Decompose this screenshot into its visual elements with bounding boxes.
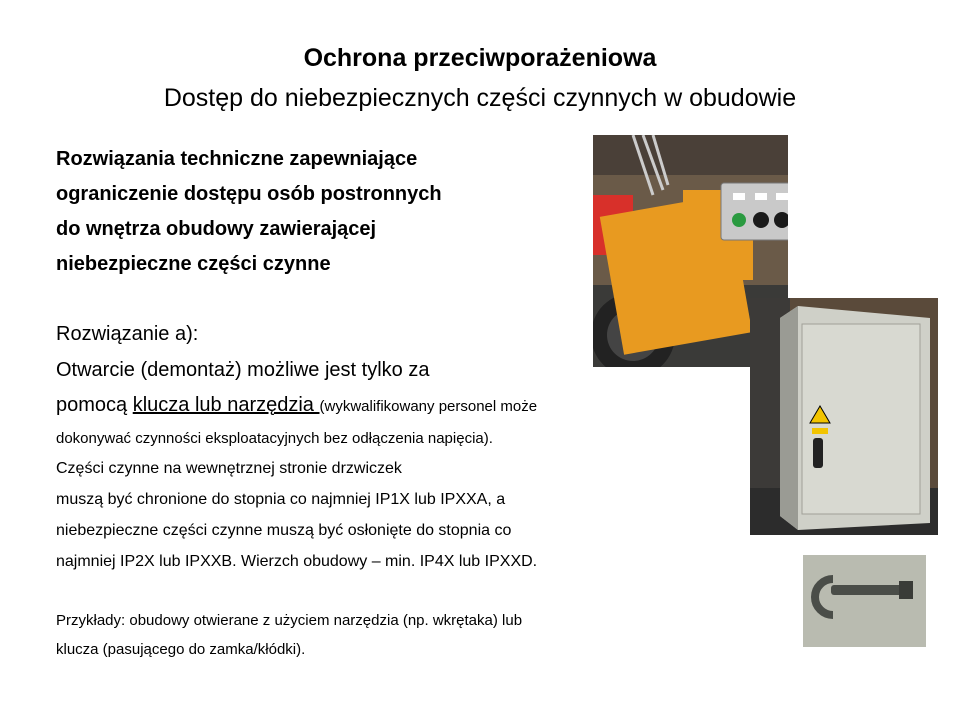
- body-line-3: dokonywać czynności eksploatacyjnych bez odłączenia napięcia).: [56, 430, 493, 447]
- body-line-4: Części czynne na wewnętrznej stronie drzwiczek: [56, 460, 402, 477]
- key-photo: [803, 555, 926, 647]
- slide-title: Ochrona przeciwporażeniowa: [303, 44, 657, 72]
- body-line-6: niebezpieczne części czynne muszą być osłonięte do stopnia co: [56, 522, 512, 539]
- body-line-7: najmniej IP2X lub IPXXB. Wierzch obudowy – min. IP4X lub IPXXD.: [56, 553, 538, 570]
- heading-line-3: do wnętrza obudowy zawierającej: [56, 218, 377, 240]
- body-line-2-pre: pomocą: [56, 394, 133, 416]
- body-line-1: Otwarcie (demontaż) możliwe jest tylko za: [56, 359, 430, 381]
- heading-line-2: ograniczenie dostępu osób postronnych: [56, 183, 442, 205]
- cabinet-photo: [750, 298, 938, 535]
- heading-line-1: Rozwiązania techniczne zapewniające: [56, 148, 418, 170]
- examples-line-2: klucza (pasującego do zamka/kłódki).: [56, 641, 306, 658]
- body-line-2-note: (wykwalifikowany personel może: [319, 398, 538, 415]
- body-line-5: muszą być chronione do stopnia co najmniej IP1X lub IPXXA, a: [56, 491, 506, 508]
- body-line-2: [56, 394, 537, 417]
- examples-line-1: Przykłady: obudowy otwierane z użyciem narzędzia (np. wkrętaka) lub: [56, 612, 523, 629]
- heading-line-4: niebezpieczne części czynne: [56, 253, 331, 275]
- underlined-phrase: klucza lub narzędzia: [132, 394, 320, 416]
- slide-subtitle: Dostęp do niebezpiecznych części czynnych w obudowie: [163, 84, 797, 112]
- solution-label: Rozwiązanie a):: [56, 323, 199, 345]
